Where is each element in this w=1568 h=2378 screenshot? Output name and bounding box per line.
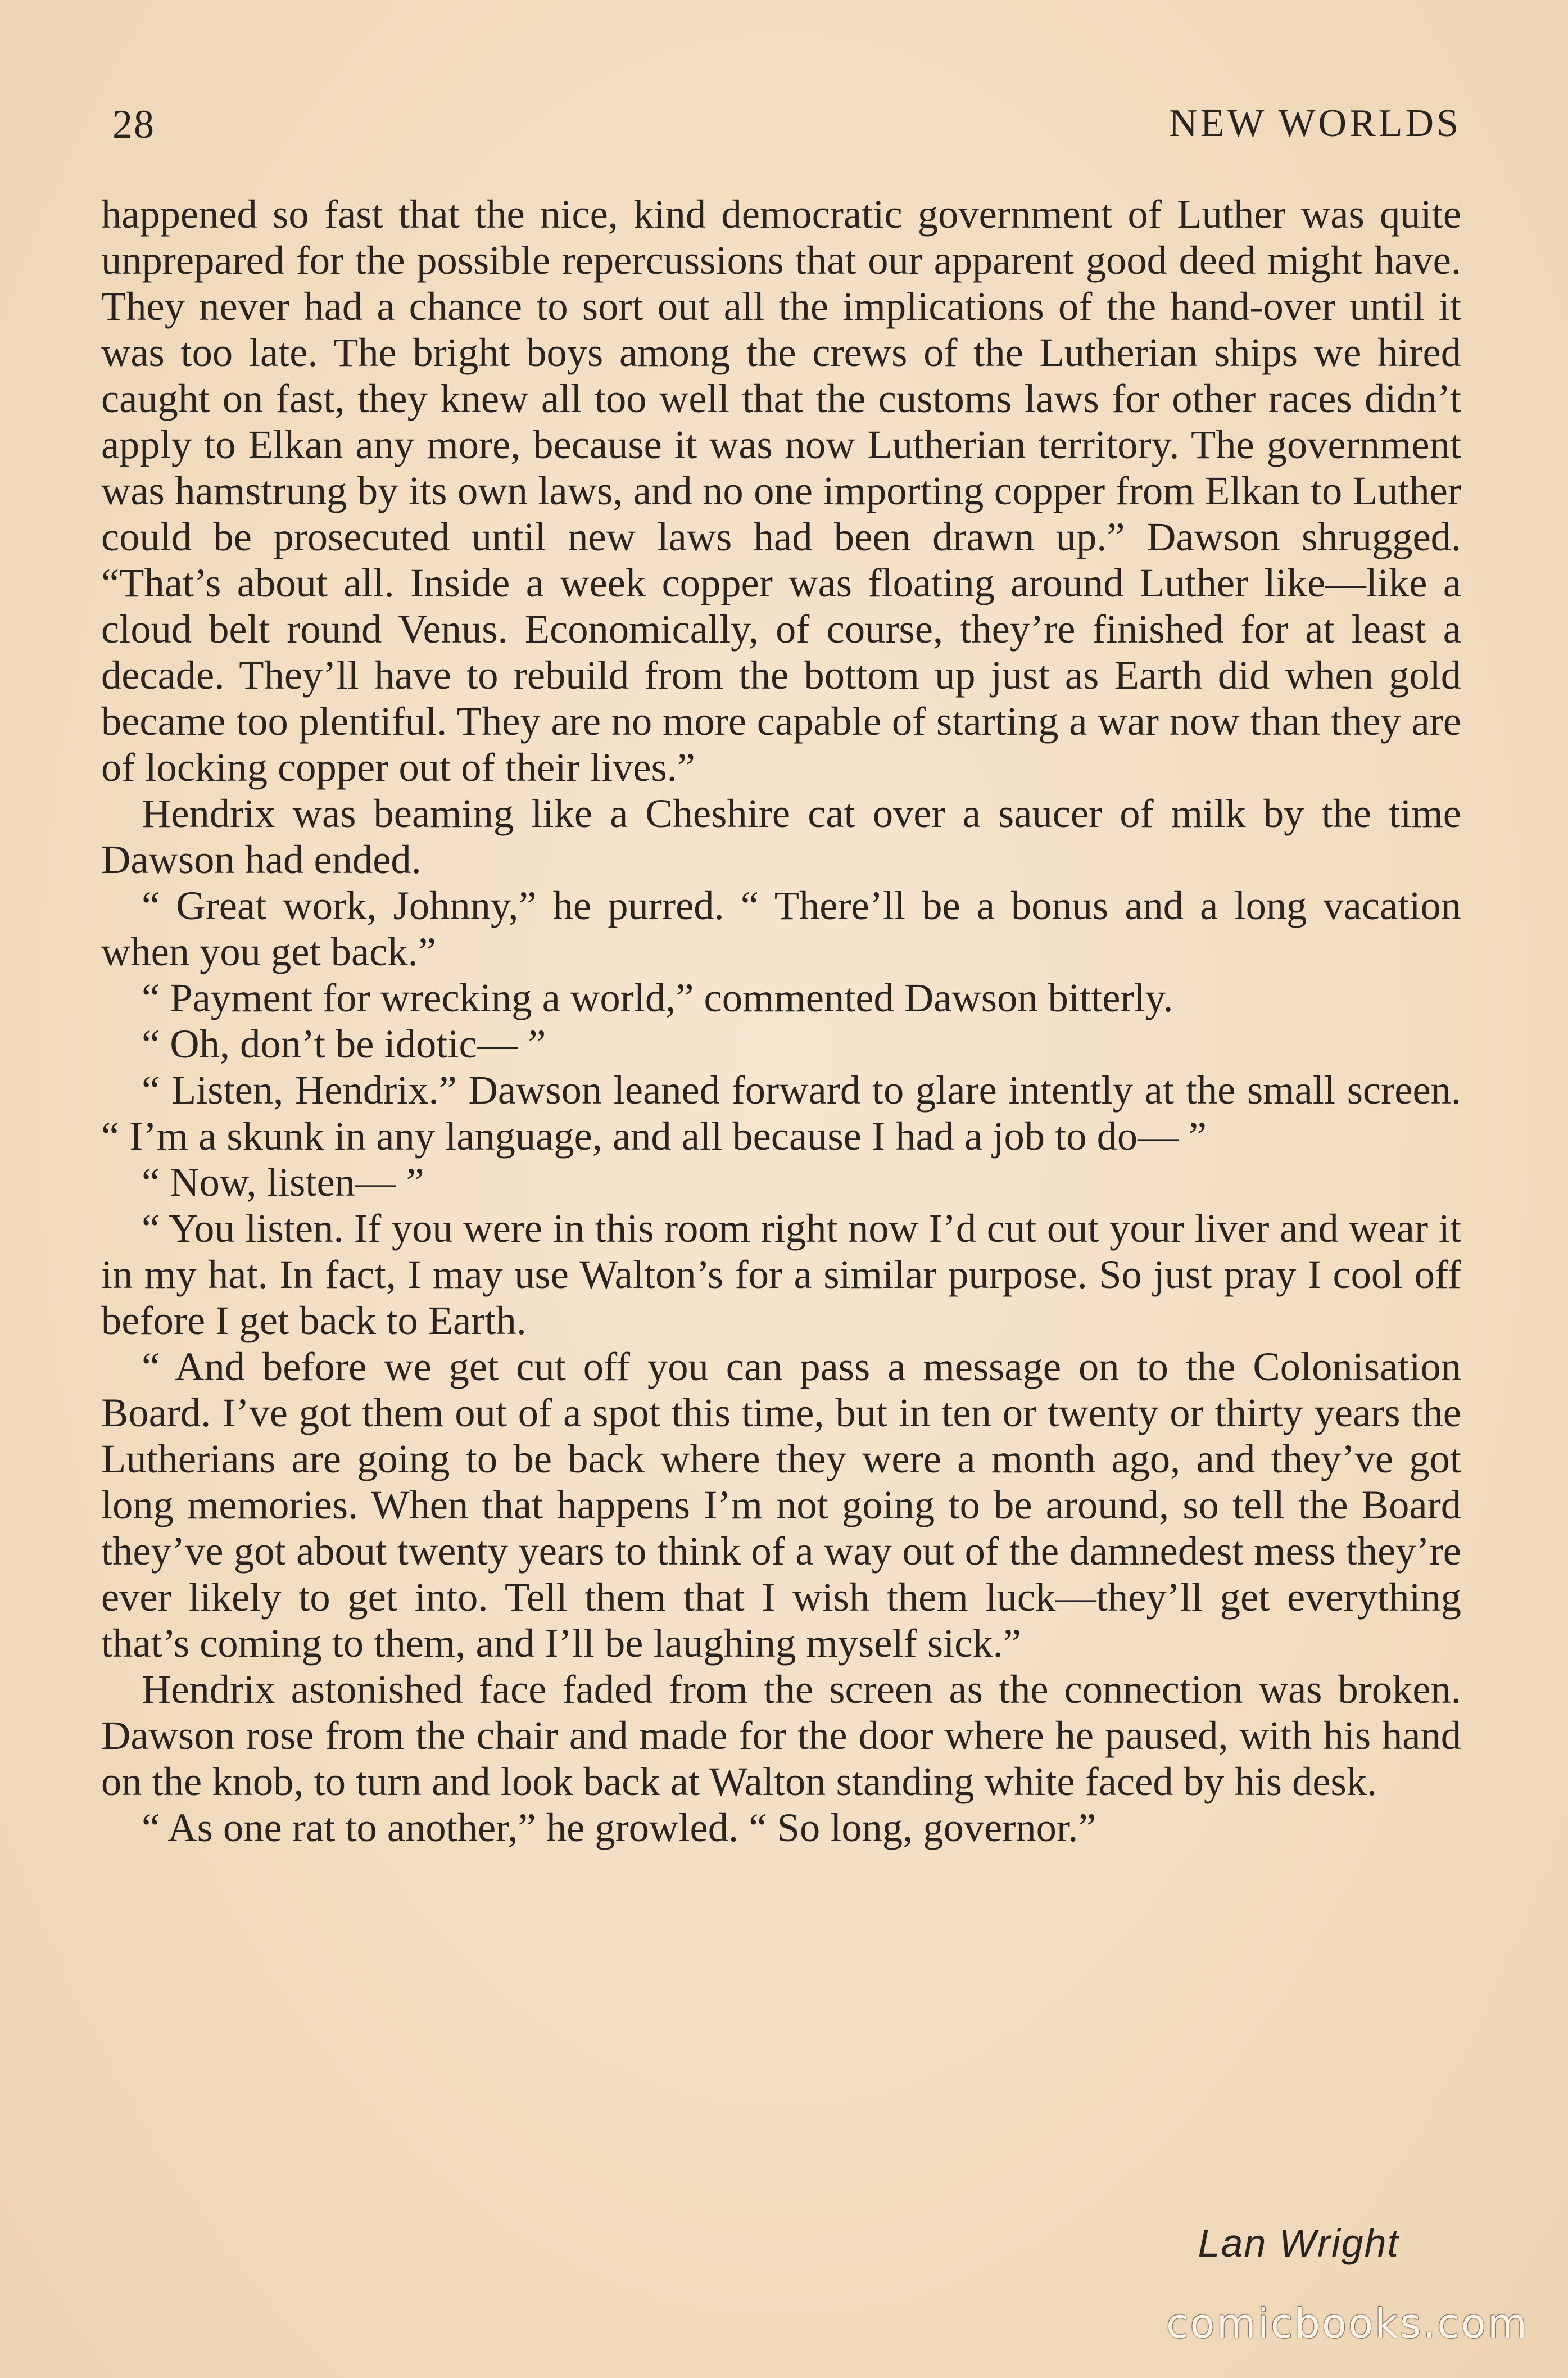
author-byline: Lan Wright: [1198, 2221, 1399, 2265]
paragraph: “ You listen. If you were in this room right now I’d cut out your liver and wear it in my hat. In fact, I may use Walton’s for a similar purpose. So just pray I cool off before I get back to Earth.: [101, 1205, 1461, 1343]
paragraph: “ Listen, Hendrix.” Dawson leaned forward to glare intently at the small screen. “ I’m a skunk in any language, and all because I had a job to do— ”: [101, 1067, 1461, 1159]
running-head: [112, 96, 1461, 157]
page-number: 28: [112, 102, 155, 147]
paragraph: “ Now, listen— ”: [142, 1159, 424, 1205]
paragraph: “ Great work, Johnny,” he purred. “ There’ll be a bonus and a long vacation when you get back.”: [101, 883, 1461, 974]
paragraph: “ And before we get cut off you can pass a message on to the Colonisation Board. I’ve got them out of a spot this time, but in ten or twenty or thirty years the Lutherians are going to be back where they were a month ago, and they’ve got long memories. When that happens I’m not going to be around, so tell the Board they’ve got about twenty years to think of a way out of the damnedest mess they’re ever likely to get into. Tell them that I wish them luck—they’ll get everything that’s coming to them, and I’ll be laughing myself sick.”: [101, 1344, 1461, 1666]
paragraph: happened so fast that the nice, kind democratic government of Luther was quite unprepared for the possible repercussions that our apparent good deed might have. They never had a chance to sort out all the implications of the hand-over until it was too late. The bright boys among the crews of the Lutherian ships we hired caught on fast, they knew all too well that the customs laws for other races didn’t apply to Elkan any more, because it was now Lutherian territory. The government was hamstrung by its own laws, and no one importing copper from Elkan to Luther could be prosecuted until new laws had been drawn up.” Dawson shrugged. “That’s about all. Inside a week copper was floating around Luther like—like a cloud belt round Venus. Economically, of course, they’re finished for at least a decade. They’ll have to rebuild from the bottom up just as Earth did when gold became too plentiful. They are no more capable of starting a war now than they are of locking copper out of their lives.”: [101, 191, 1461, 790]
paragraph: Hendrix was beaming like a Cheshire cat over a saucer of milk by the time Dawson had ended.: [101, 790, 1461, 882]
site-watermark: comicbooks.com: [1166, 2300, 1529, 2347]
paragraph: Hendrix astonished face faded from the screen as the connection was broken. Dawson rose from the chair and made for the door where he paused, with his hand on the knob, to turn and look back at Walton standing white faced by his desk.: [101, 1666, 1461, 1804]
journal-title: NEW WORLDS: [1169, 102, 1461, 145]
paragraph: “ Payment for wrecking a world,” commented Dawson bitterly.: [142, 975, 1173, 1020]
paragraph: “ Oh, don’t be idotic— ”: [142, 1021, 546, 1066]
paragraph: “ As one rat to another,” he growled. “ So long, governor.”: [142, 1805, 1096, 1850]
story-text: [101, 191, 1461, 1851]
